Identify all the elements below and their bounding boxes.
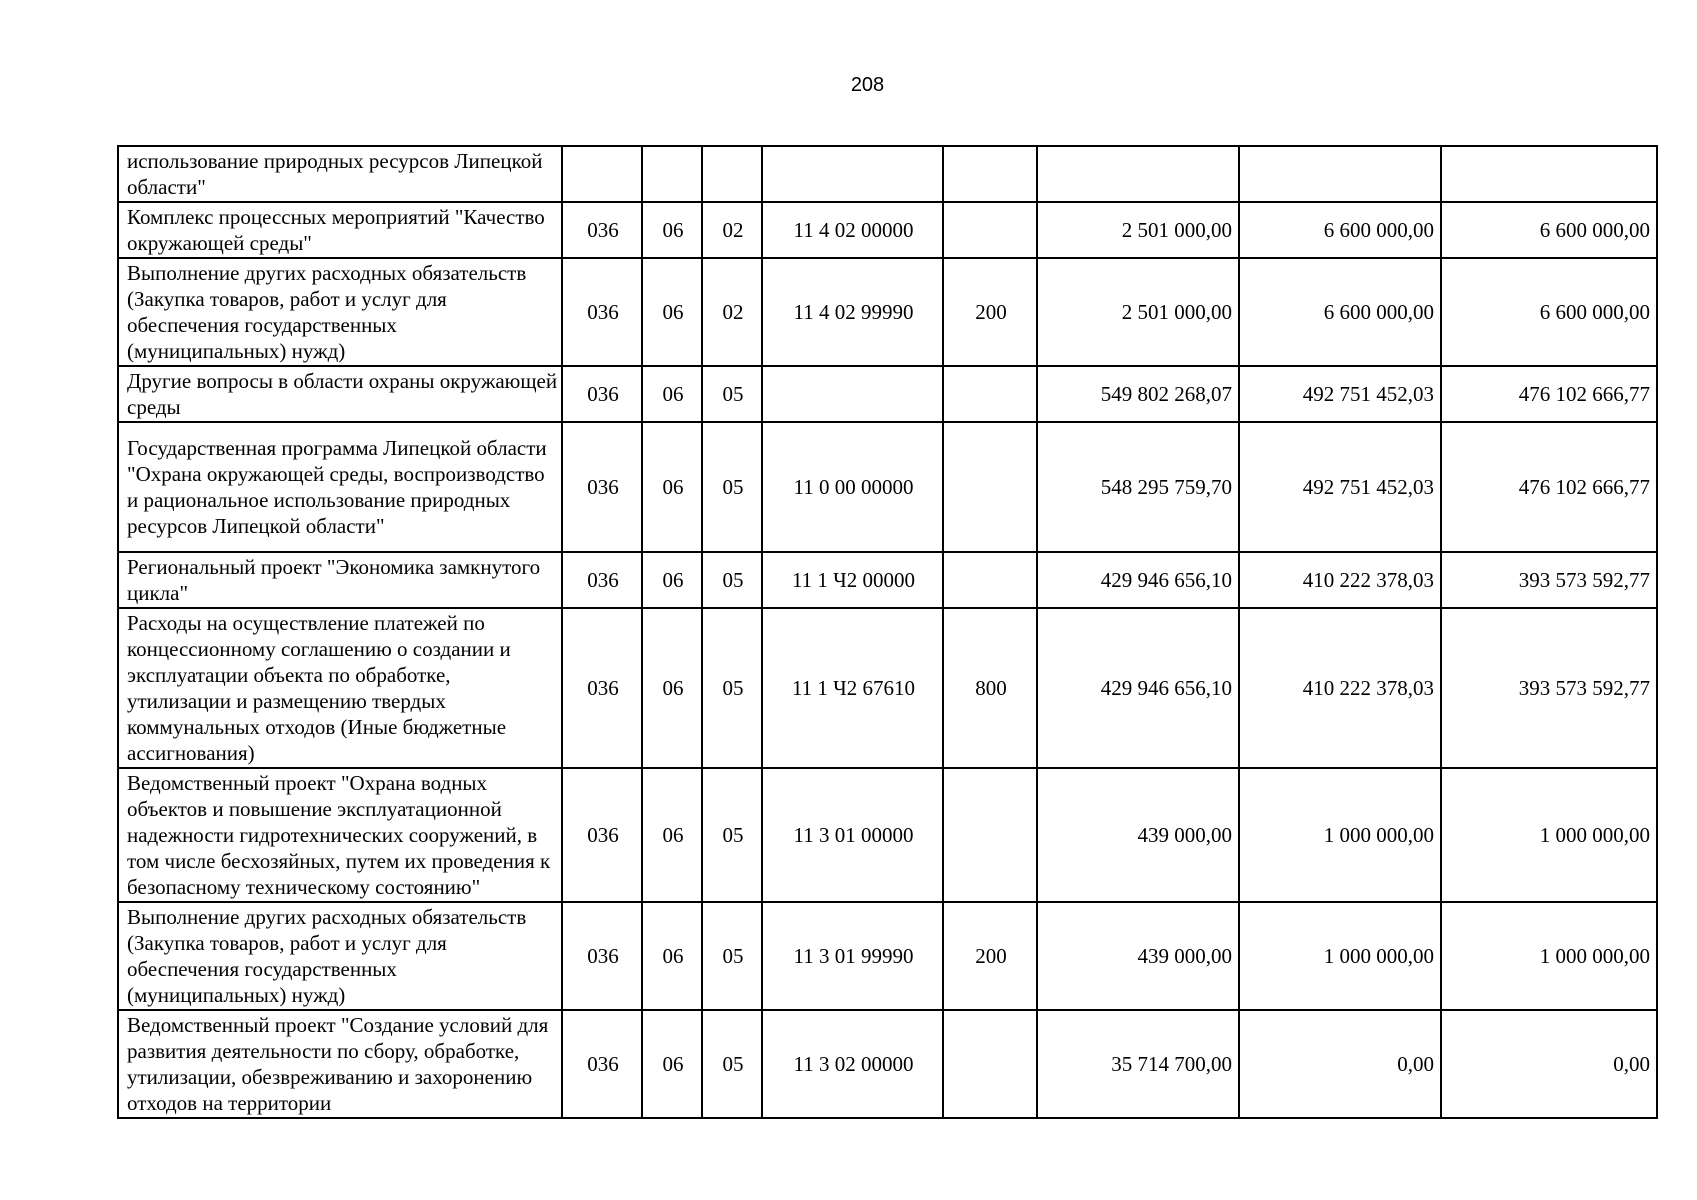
table-row <box>118 552 1657 608</box>
amount-year2-cell: 1 000 000,00 <box>1239 768 1441 902</box>
target-article-cell <box>762 146 943 202</box>
section-code-cell: 06 <box>642 608 702 768</box>
expense-type-cell <box>943 202 1037 258</box>
row-description: Ведомственный проект "Создание условий для развития деятельности по сбору, обработке, утилизации, обезвреживанию и захоронению отходов на территории <box>118 1010 562 1118</box>
target-article-cell: 11 3 01 00000 <box>762 768 943 902</box>
amount-year1-cell: 439 000,00 <box>1037 902 1239 1010</box>
amount-year3-cell <box>1441 146 1657 202</box>
subsection-code-cell: 05 <box>702 902 762 1010</box>
amount-year1-cell: 429 946 656,10 <box>1037 552 1239 608</box>
section-code-cell: 06 <box>642 422 702 552</box>
section-code-cell: 06 <box>642 258 702 366</box>
table-row <box>118 608 1657 768</box>
section-code-cell: 06 <box>642 902 702 1010</box>
amount-year3-cell: 6 600 000,00 <box>1441 202 1657 258</box>
amount-year2-cell: 6 600 000,00 <box>1239 258 1441 366</box>
row-description: Региональный проект "Экономика замкнутого цикла" <box>118 552 562 608</box>
table-row <box>118 422 1657 552</box>
amount-year3-cell: 476 102 666,77 <box>1441 366 1657 422</box>
section-code-cell <box>642 146 702 202</box>
target-article-cell: 11 1 Ч2 67610 <box>762 608 943 768</box>
target-article-cell: 11 1 Ч2 00000 <box>762 552 943 608</box>
amount-year2-cell: 410 222 378,03 <box>1239 608 1441 768</box>
amount-year1-cell: 548 295 759,70 <box>1037 422 1239 552</box>
dept-code-cell: 036 <box>562 258 642 366</box>
amount-year1-cell: 429 946 656,10 <box>1037 608 1239 768</box>
dept-code-cell <box>562 146 642 202</box>
section-code-cell: 06 <box>642 366 702 422</box>
dept-code-cell: 036 <box>562 202 642 258</box>
expense-type-cell: 800 <box>943 608 1037 768</box>
row-description: Выполнение других расходных обязательств (Закупка товаров, работ и услуг для обеспечения государственных (муниципальных) нужд) <box>118 258 562 366</box>
amount-year1-cell: 2 501 000,00 <box>1037 202 1239 258</box>
amount-year2-cell: 6 600 000,00 <box>1239 202 1441 258</box>
expense-type-cell: 200 <box>943 902 1037 1010</box>
section-code-cell: 06 <box>642 768 702 902</box>
subsection-code-cell: 02 <box>702 258 762 366</box>
table-row <box>118 258 1657 366</box>
expense-type-cell <box>943 422 1037 552</box>
amount-year1-cell: 2 501 000,00 <box>1037 258 1239 366</box>
section-code-cell: 06 <box>642 202 702 258</box>
amount-year2-cell <box>1239 146 1441 202</box>
target-article-cell: 11 4 02 00000 <box>762 202 943 258</box>
amount-year2-cell: 0,00 <box>1239 1010 1441 1118</box>
target-article-cell: 11 0 00 00000 <box>762 422 943 552</box>
table-row <box>118 1010 1657 1118</box>
amount-year3-cell: 1 000 000,00 <box>1441 902 1657 1010</box>
subsection-code-cell: 02 <box>702 202 762 258</box>
section-code-cell: 06 <box>642 1010 702 1118</box>
subsection-code-cell: 05 <box>702 422 762 552</box>
dept-code-cell: 036 <box>562 366 642 422</box>
amount-year3-cell: 476 102 666,77 <box>1441 422 1657 552</box>
subsection-code-cell: 05 <box>702 608 762 768</box>
table-body <box>118 146 1657 1118</box>
amount-year1-cell: 35 714 700,00 <box>1037 1010 1239 1118</box>
row-description: Выполнение других расходных обязательств (Закупка товаров, работ и услуг для обеспечения государственных (муниципальных) нужд) <box>118 902 562 1010</box>
table-row <box>118 146 1657 202</box>
row-description: Комплекс процессных мероприятий "Качество окружающей среды" <box>118 202 562 258</box>
expense-type-cell <box>943 768 1037 902</box>
subsection-code-cell: 05 <box>702 1010 762 1118</box>
amount-year3-cell: 6 600 000,00 <box>1441 258 1657 366</box>
target-article-cell: 11 3 02 00000 <box>762 1010 943 1118</box>
page-number: 208 <box>850 74 885 96</box>
subsection-code-cell: 05 <box>702 768 762 902</box>
dept-code-cell: 036 <box>562 1010 642 1118</box>
subsection-code-cell <box>702 146 762 202</box>
table-row <box>118 366 1657 422</box>
expense-type-cell <box>943 146 1037 202</box>
row-description: Ведомственный проект "Охрана водных объектов и повышение эксплуатационной надежности гидротехнических сооружений, в том числе бесхозяйных, путем их проведения к безопасному техническому состоянию" <box>118 768 562 902</box>
dept-code-cell: 036 <box>562 608 642 768</box>
expense-type-cell: 200 <box>943 258 1037 366</box>
table-row <box>118 768 1657 902</box>
dept-code-cell: 036 <box>562 552 642 608</box>
amount-year3-cell: 393 573 592,77 <box>1441 552 1657 608</box>
budget-table <box>117 145 1658 1119</box>
section-code-cell: 06 <box>642 552 702 608</box>
subsection-code-cell: 05 <box>702 366 762 422</box>
amount-year3-cell: 1 000 000,00 <box>1441 768 1657 902</box>
target-article-cell <box>762 366 943 422</box>
amount-year2-cell: 410 222 378,03 <box>1239 552 1441 608</box>
row-description: Другие вопросы в области охраны окружающей среды <box>118 366 562 422</box>
expense-type-cell <box>943 366 1037 422</box>
target-article-cell: 11 3 01 99990 <box>762 902 943 1010</box>
amount-year2-cell: 492 751 452,03 <box>1239 366 1441 422</box>
subsection-code-cell: 05 <box>702 552 762 608</box>
table-row <box>118 902 1657 1010</box>
row-description: использование природных ресурсов Липецкой области" <box>118 146 562 202</box>
expense-type-cell <box>943 552 1037 608</box>
amount-year3-cell: 393 573 592,77 <box>1441 608 1657 768</box>
target-article-cell: 11 4 02 99990 <box>762 258 943 366</box>
table-row <box>118 202 1657 258</box>
dept-code-cell: 036 <box>562 902 642 1010</box>
amount-year1-cell <box>1037 146 1239 202</box>
amount-year3-cell: 0,00 <box>1441 1010 1657 1118</box>
expense-type-cell <box>943 1010 1037 1118</box>
row-description: Расходы на осуществление платежей по концессионному соглашению о создании и эксплуатации объекта по обработке, утилизации и размещению твердых коммунальных отходов (Иные бюджетные ассигнования) <box>118 608 562 768</box>
row-description: Государственная программа Липецкой области "Охрана окружающей среды, воспроизводство и рациональное использование природных ресурсов Липецкой области" <box>118 422 562 552</box>
dept-code-cell: 036 <box>562 422 642 552</box>
amount-year2-cell: 492 751 452,03 <box>1239 422 1441 552</box>
amount-year1-cell: 549 802 268,07 <box>1037 366 1239 422</box>
amount-year2-cell: 1 000 000,00 <box>1239 902 1441 1010</box>
amount-year1-cell: 439 000,00 <box>1037 768 1239 902</box>
dept-code-cell: 036 <box>562 768 642 902</box>
